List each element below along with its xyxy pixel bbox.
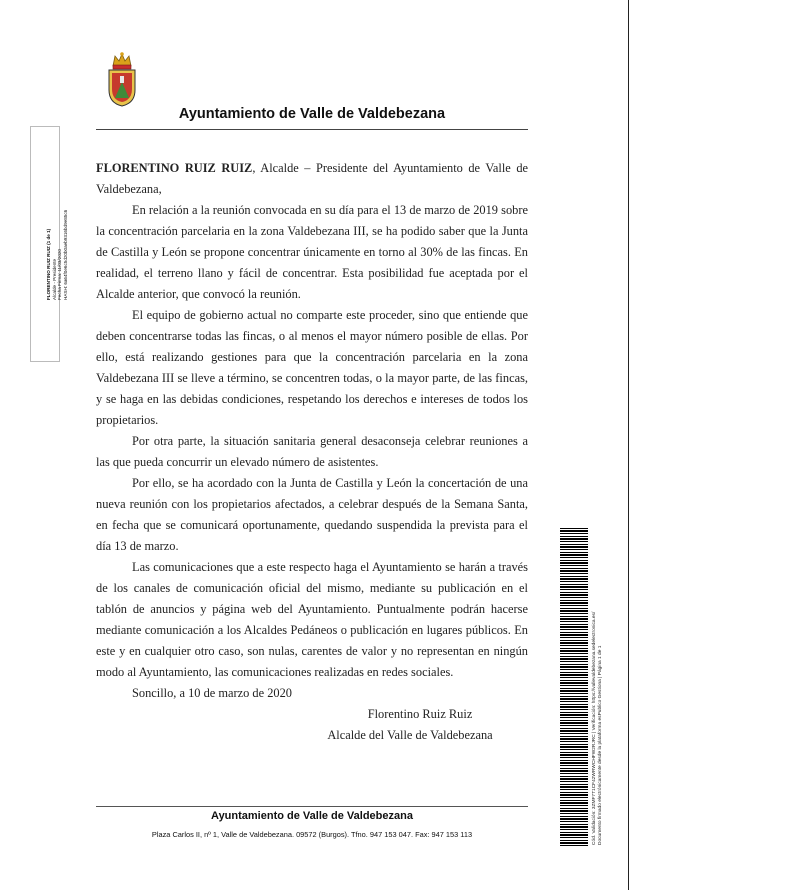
paragraph-1: En relación a la reunión convocada en su día para el 13 de marzo de 2019 sobre la concentración parcelaria en la zona Valdebezana III, se ha podido saber que la Junta de Castilla y León se propone concentrar únicamente en torno al 30% de las fincas. En realidad, el terreno llano y fácil de concentrar. Esta posibilidad fue aceptada por el Alcalde anterior, que convocó la reunión. <box>96 203 528 301</box>
paragraph-3: Por otra parte, la situación sanitaria general desaconseja celebrar reuniones a las que pueda concurrir un elevado número de asistentes. <box>96 434 528 469</box>
stamp-role: Alcalde - Presidente <box>51 258 57 300</box>
verification-text <box>592 612 604 845</box>
opening-text: , Alcalde – Presidente del Ayuntamiento de Valle de Valdebezana, <box>96 161 529 196</box>
page-edge-line <box>628 0 629 890</box>
coat-of-arms-icon <box>105 50 139 108</box>
header-title: Ayuntamiento de Valle de Valdebezana <box>178 106 446 122</box>
opening-paragraph <box>96 158 528 200</box>
paragraph-4: Por ello, se ha acordado con la Junta de Castilla y León la concertación de una nueva reunión con los propietarios afectados, a celebrar después de la Semana Santa, en fecha que se comunicará oportunamente, quedando suspendida la prevista para el día 13 de marzo. <box>96 476 528 553</box>
stamp-hash: HASH: 6a64f0e6c5d20b0aeb9316bd9e85c6 <box>62 209 68 300</box>
stamp-date: Fecha Firma: 11/03/2020 <box>57 249 63 300</box>
footer-address: Plaza Carlos II, nº 1, Valle de Valdebezana. 09572 (Burgos). Tfno. 947 153 047. Fax: 947 153 113 <box>151 830 473 839</box>
footer-title: Ayuntamiento de Valle de Valdebezana <box>211 810 413 822</box>
paragraph-5: Las comunicaciones que a este respecto haga el Ayuntamiento se harán a través de los canales de comunicación oficial del mismo, mediante su publicación en el tablón de anuncios y página web del Ayuntamiento. Puntualmente podrán hacerse mediante comunicación a los Alcaldes Pedáneos o publicación en lugares públicos. En este y en cualquier otro caso, son nulas, carentes de valor y no representan en ningún modo al Ayuntamiento, las comunicaciones realizadas en redes sociales. <box>96 560 528 679</box>
footer-divider <box>96 806 528 807</box>
signature-title: Alcalde del Valle de Valdebezana <box>327 728 493 742</box>
verification-note: Documento firmado electrónicamente desde la plataforma esPublico Gestiona | Página 1 de 1 <box>598 645 603 845</box>
paragraph-2: El equipo de gobierno actual no comparte este proceder, sino que entiende que deben concentrarse todas las fincas, o al menos el mayor número posible de ellas. Por ello, está realizando gestiones para que la concentración parcelaria en la zona Valdebezana III se lleve a término, se concentren todas, o la mayor parte, de las fincas, y se haga en las debidas condiciones, respetando los derechos e intereses de todos los propietarios. <box>96 308 528 427</box>
letter-body <box>96 158 528 746</box>
stamp-signer: FLORENTINO RUIZ RUIZ (1 de 1) <box>46 228 51 300</box>
signature-name: Florentino Ruiz Ruiz <box>367 707 473 721</box>
header-divider <box>96 129 528 130</box>
closing-place-date: Soncillo, a 10 de marzo de 2020 <box>132 686 293 700</box>
verification-barcode <box>560 528 588 846</box>
mayor-name: FLORENTINO RUIZ RUIZ <box>96 161 253 175</box>
verification-code[interactable]: Cód. Validación: 3ZMF7T1CF42WRWCHFW2RJRC | Verificación: https://vallevaldebezana.sedelectronica.es/ <box>592 611 597 845</box>
signature-stamp-text <box>46 210 68 300</box>
